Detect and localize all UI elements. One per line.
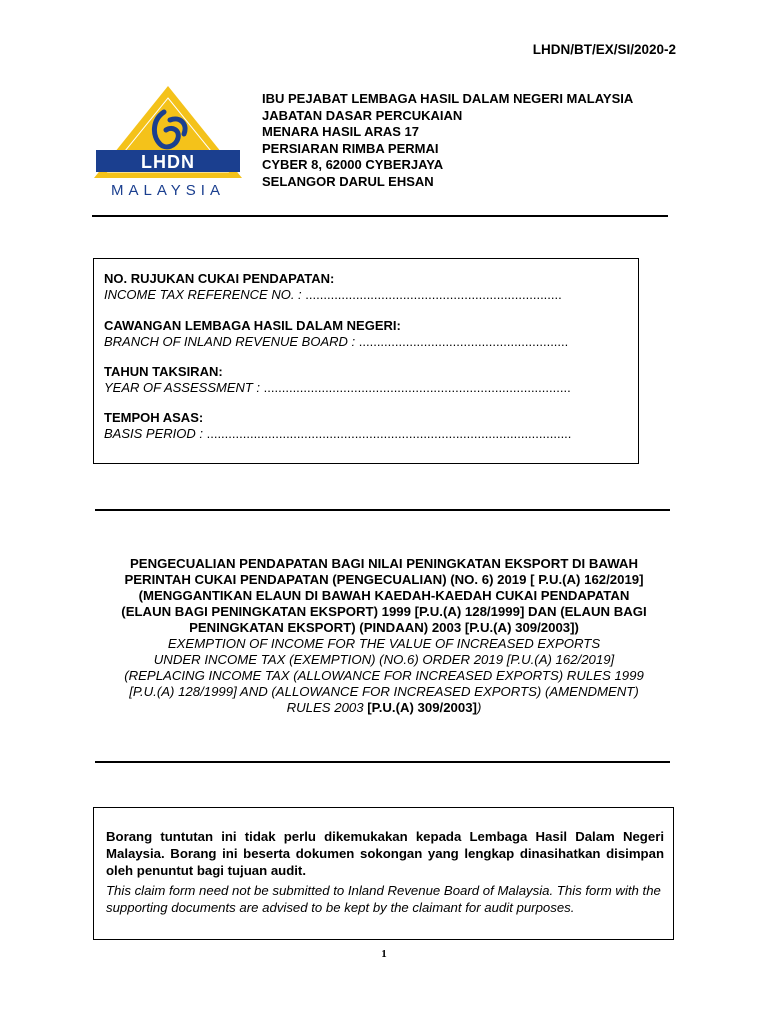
field-fill-dots: ..................................................................................................... [206, 426, 572, 441]
divider [95, 761, 670, 763]
address-line: SELANGOR DARUL EHSAN [262, 173, 434, 189]
page-number: 1 [381, 948, 387, 960]
basis-period-field[interactable] [104, 410, 571, 442]
office-address [262, 91, 633, 190]
field-fill-dots: ....................................................................... [305, 287, 562, 302]
address-line: IBU PEJABAT LEMBAGA HASIL DALAM NEGERI MALAYSIA [262, 91, 634, 106]
title-malay-line: PERINTAH CUKAI PENDAPATAN (PENGECUALIAN) (NO. 6) 2019 [ P.U.(A) 162/2019] [124, 572, 644, 587]
title-english-line: EXEMPTION OF INCOME FOR THE VALUE OF INCREASED EXPORTS [167, 636, 601, 651]
form-title [90, 556, 678, 716]
divider [95, 509, 670, 511]
title-english-pua: [P.U.(A) 309/2003] [367, 700, 477, 715]
field-label-malay: TAHUN TAKSIRAN: [104, 364, 223, 379]
title-english-line: (REPLACING INCOME TAX (ALLOWANCE FOR INCREASED EXPORTS) RULES 1999 [124, 668, 644, 683]
title-malay-line: PENGECUALIAN PENDAPATAN BAGI NILAI PENINGKATAN EKSPORT DI BAWAH [130, 556, 638, 571]
address-line: PERSIARAN RIMBA PERMAI [262, 140, 439, 156]
title-english-rules: RULES 2003 [286, 700, 368, 715]
branch-field[interactable] [104, 318, 568, 350]
lhdn-logo [88, 84, 248, 200]
title-english-last-line [90, 700, 678, 716]
field-label-malay: TEMPOH ASAS: [104, 410, 204, 425]
title-malay-line: (ELAUN BAGI PENINGKATAN EKSPORT) 1999 [P.U.(A) 128/1999] DAN (ELAUN BAGI [121, 604, 647, 619]
field-fill-dots: ..................................................................................... [263, 380, 571, 395]
year-of-assessment-field[interactable] [104, 364, 571, 396]
address-line: JABATAN DASAR PERCUKAIAN [262, 107, 463, 123]
field-fill-dots: .......................................................... [358, 334, 569, 349]
divider [92, 215, 668, 217]
title-english-line: [P.U.(A) 128/1999] AND (ALLOWANCE FOR INCREASED EXPORTS) (AMENDMENT) [129, 684, 639, 699]
notice-malay: Borang tuntutan ini tidak perlu dikemukakan kepada Lembaga Hasil Dalam Negeri Malaysia. Borang ini beserta dokumen sokongan yang lengkap dinasihatkan disimpan oleh penuntut bagi tujuan audit. [106, 829, 664, 878]
field-label-english: BRANCH OF INLAND REVENUE BOARD : [104, 334, 356, 349]
title-english-close: ) [476, 700, 482, 715]
address-line: CYBER 8, 62000 CYBERJAYA [262, 157, 444, 172]
title-malay-line: PENINGKATAN EKSPORT) (PINDAAN) 2003 [P.U.(A) 309/2003]) [189, 620, 579, 635]
field-label-english: INCOME TAX REFERENCE NO. : [104, 287, 302, 302]
address-line: MENARA HASIL ARAS 17 [262, 124, 419, 139]
income-tax-reference-field[interactable] [104, 271, 562, 303]
field-label-malay: NO. RUJUKAN CUKAI PENDAPATAN: [104, 271, 335, 286]
notice-box [93, 807, 674, 940]
title-malay-line: (MENGGANTIKAN ELAUN DI BAWAH KAEDAH-KAEDAH CUKAI PENDAPATAN [138, 588, 630, 603]
reference-box [93, 258, 639, 464]
document-reference: LHDN/BT/EX/SI/2020-2 [532, 42, 676, 57]
logo-text-sub: MALAYSIA [111, 182, 225, 199]
field-label-english: YEAR OF ASSESSMENT : [104, 380, 261, 395]
logo-text-main: LHDN [141, 152, 195, 172]
notice-english: This claim form need not be submitted to Inland Revenue Board of Malaysia. This form with the supporting documents are advised to be kept by the claimant for audit purposes. [106, 883, 661, 915]
field-label-malay: CAWANGAN LEMBAGA HASIL DALAM NEGERI: [104, 318, 401, 333]
title-english-line: UNDER INCOME TAX (EXEMPTION) (NO.6) ORDER 2019 [P.U.(A) 162/2019] [153, 652, 615, 667]
field-label-english: BASIS PERIOD : [104, 426, 203, 441]
